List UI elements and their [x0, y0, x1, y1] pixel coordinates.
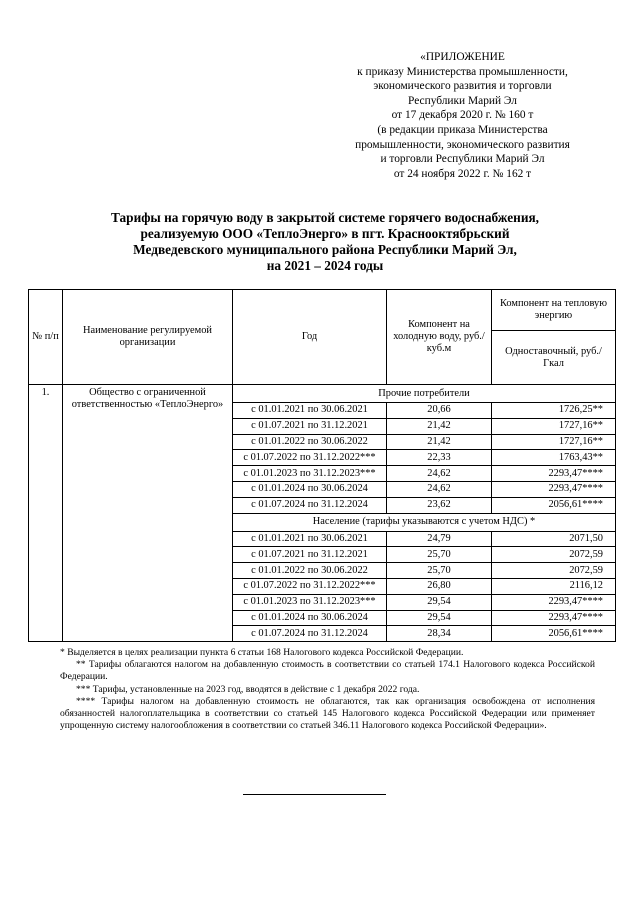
cold-water-cell: 29,54 — [387, 610, 492, 626]
cold-water-cell: 20,66 — [387, 403, 492, 419]
period-cell: с 01.07.2022 по 31.12.2022*** — [233, 450, 387, 466]
header-heat: Компонент на тепловую энергию — [492, 290, 616, 331]
header-num: № п/п — [29, 290, 63, 385]
cold-water-cell: 24,62 — [387, 481, 492, 497]
tariffs-table — [28, 289, 616, 642]
cold-water-cell: 24,79 — [387, 531, 492, 547]
heat-energy-cell: 2072,59 — [492, 547, 616, 563]
section-title: Население (тарифы указываются с учетом НДС) * — [233, 513, 616, 531]
separator-line — [243, 794, 386, 795]
cold-water-cell: 26,80 — [387, 578, 492, 594]
heat-energy-cell: 2072,59 — [492, 563, 616, 579]
heat-energy-cell: 2056,61**** — [492, 497, 616, 513]
cold-water-cell: 28,34 — [387, 626, 492, 642]
header-line: промышленности, экономического развития — [355, 138, 570, 151]
footnotes — [60, 647, 595, 732]
title-line: на 2021 – 2024 годы — [266, 258, 384, 273]
period-cell: с 01.01.2021 по 30.06.2021 — [233, 531, 387, 547]
section-row — [29, 385, 616, 403]
cold-water-cell: 22,33 — [387, 450, 492, 466]
table-header-row — [29, 290, 616, 331]
header-line: (в редакции приказа Министерства — [377, 123, 548, 136]
header-cold: Компонент на холодную воду, руб./куб.м — [387, 290, 492, 385]
cold-water-cell: 29,54 — [387, 594, 492, 610]
header-heat-sub: Одноставочный, руб./Гкал — [492, 331, 616, 385]
period-cell: с 01.01.2022 по 30.06.2022 — [233, 563, 387, 579]
header-line: к приказу Министерства промышленности, — [357, 65, 568, 78]
period-cell: с 01.01.2024 по 30.06.2024 — [233, 610, 387, 626]
section-title: Прочие потребители — [233, 385, 616, 403]
heat-energy-cell: 1727,16** — [492, 418, 616, 434]
title-line: реализуемую ООО «ТеплоЭнерго» в пгт. Красноoктябрьский — [140, 226, 510, 241]
period-cell: с 01.01.2021 по 30.06.2021 — [233, 403, 387, 419]
cold-water-cell: 21,42 — [387, 418, 492, 434]
header-line: Республики Марий Эл — [408, 94, 517, 107]
heat-energy-cell: 1726,25** — [492, 403, 616, 419]
cold-water-cell: 24,62 — [387, 466, 492, 482]
appendix-header — [330, 50, 595, 181]
footnote: * Выделяется в целях реализации пункта 6 статьи 168 Налогового кодекса Российской Федерации. — [60, 647, 464, 658]
header-line: экономического развития и торговли — [373, 80, 552, 93]
period-cell: с 01.01.2022 по 30.06.2022 — [233, 434, 387, 450]
period-cell: с 01.07.2022 по 31.12.2022*** — [233, 578, 387, 594]
header-line: «ПРИЛОЖЕНИЕ — [420, 51, 505, 63]
period-cell: с 01.07.2024 по 31.12.2024 — [233, 626, 387, 642]
footnote: ** Тарифы облагаются налогом на добавленную стоимость в соответствии со статьей 174.1 Налогового кодекса Российской Федерации. — [60, 659, 595, 683]
row-number: 1. — [29, 385, 63, 642]
document-title — [60, 210, 590, 274]
cold-water-cell: 25,70 — [387, 563, 492, 579]
organization-name: Общество с ограниченной ответственностью «ТеплоЭнерго» — [63, 385, 233, 642]
period-cell: с 01.07.2021 по 31.12.2021 — [233, 418, 387, 434]
title-line: Медведевского муниципального района Республики Марий Эл, — [133, 242, 517, 257]
period-cell: с 01.07.2024 по 31.12.2024 — [233, 497, 387, 513]
period-cell: с 01.01.2024 по 30.06.2024 — [233, 481, 387, 497]
period-cell: с 01.01.2023 по 31.12.2023*** — [233, 466, 387, 482]
header-line: от 24 ноября 2022 г. № 162 т — [393, 167, 532, 180]
cold-water-cell: 21,42 — [387, 434, 492, 450]
footnote: *** Тарифы, установленные на 2023 год, вводятся в действие с 1 декабря 2022 года. — [76, 683, 420, 695]
heat-energy-cell: 2293,47**** — [492, 610, 616, 626]
heat-energy-cell: 2071,50 — [492, 531, 616, 547]
footnote: **** Тарифы налогом на добавленную стоимость не облагаются, так как организация освобождена от исполнения обязанностей налогоплательщика в соответствии со статьей 145 Налогового кодекса Российской Федерации или применяет упрощенную систему налогообложения в соответствии со статьей 346.11 Налогового кодекса Российской Федерации». — [60, 695, 595, 732]
heat-energy-cell: 2293,47**** — [492, 594, 616, 610]
header-org: Наименование регулируемой организации — [63, 290, 233, 385]
heat-energy-cell: 2056,61**** — [492, 626, 616, 642]
heat-energy-cell: 1727,16** — [492, 434, 616, 450]
period-cell: с 01.01.2023 по 31.12.2023*** — [233, 594, 387, 610]
heat-energy-cell: 2293,47**** — [492, 466, 616, 482]
period-cell: с 01.07.2021 по 31.12.2021 — [233, 547, 387, 563]
header-line: и торговли Республики Марий Эл — [380, 153, 545, 166]
heat-energy-cell: 2116,12 — [492, 578, 616, 594]
heat-energy-cell: 1763,43** — [492, 450, 616, 466]
cold-water-cell: 25,70 — [387, 547, 492, 563]
header-line: от 17 декабря 2020 г. № 160 т — [391, 109, 534, 122]
heat-energy-cell: 2293,47**** — [492, 481, 616, 497]
cold-water-cell: 23,62 — [387, 497, 492, 513]
title-line: Тарифы на горячую воду в закрытой системе горячего водоснабжения, — [110, 210, 539, 225]
header-year: Год — [233, 290, 387, 385]
